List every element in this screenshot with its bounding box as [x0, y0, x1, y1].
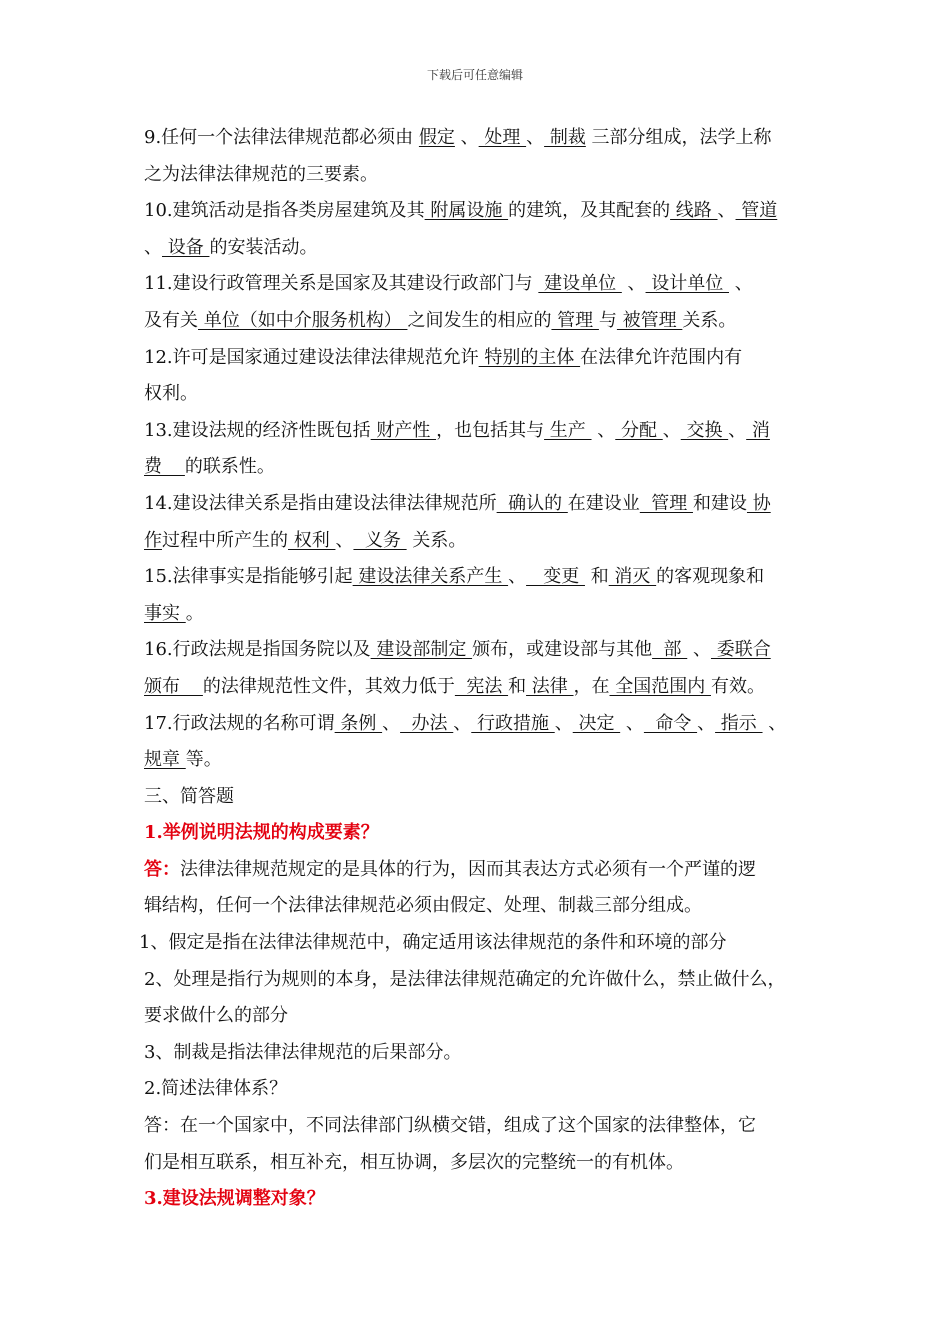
- blank-answer: 处理: [478, 127, 527, 148]
- q11-line-2: [144, 303, 810, 340]
- q10-line-2: [144, 230, 810, 267]
- blank-answer: 建设部制定: [370, 639, 473, 661]
- question-text: 等。: [185, 749, 222, 771]
- q17-line-1: [144, 706, 810, 743]
- blank-answer: 决定: [572, 712, 621, 734]
- question-1-answer-line-2: 辑结构，任何一个法律法律规范必须由假定、处理、制裁三部分组成。: [144, 895, 702, 917]
- question-text: 权利。: [144, 383, 198, 405]
- question-2-answer-line-2: 们是相互联系，相互补充，相互协调，多层次的完整统一的有机体。: [144, 1151, 684, 1173]
- question-text: 、: [453, 712, 472, 734]
- q13-line-2: [144, 449, 810, 486]
- question-2-title: 2.简述法律体系？: [144, 1078, 288, 1100]
- q14-line-1: [144, 486, 810, 523]
- question-text: 、: [717, 200, 736, 222]
- question-text: 和: [584, 566, 609, 588]
- question-text: 、: [554, 712, 573, 734]
- q12-line-1: [144, 340, 810, 377]
- q15-line-2: [144, 596, 810, 633]
- question-2-answer-line-1: 答：在一个国家中，不同法律部门纵横交错，组成了这个国家的法律整体，它: [144, 1115, 756, 1137]
- blank-answer: 权利: [288, 529, 336, 551]
- question-text: ，也包括其与: [436, 419, 545, 441]
- blank-answer: 颁布: [144, 675, 203, 697]
- question-text: 在法律允许范围内有: [580, 346, 743, 368]
- question-text: 、: [729, 273, 753, 295]
- question-text: 、: [526, 127, 545, 148]
- blank-answer: 全国范围内: [609, 675, 711, 697]
- blank-answer: 被管理: [616, 309, 683, 331]
- blank-answer: 线路: [670, 200, 718, 222]
- blank-answer: 管道: [735, 200, 778, 222]
- question-3-title: 3.建设法规调整对象？: [144, 1188, 325, 1210]
- question-text: 、: [591, 419, 616, 441]
- question-text: 、: [728, 419, 747, 441]
- blank-answer: 法律: [526, 675, 574, 697]
- blank-answer: 消: [746, 419, 770, 441]
- q13-line-1: [144, 413, 810, 450]
- question-text: 关系。: [682, 309, 737, 331]
- question-text: 和: [508, 675, 527, 697]
- fill-in-blank-section: [144, 120, 810, 779]
- question-text: 14.建设法律关系是指由建设法律法律规范所: [144, 492, 497, 514]
- blank-answer: 设计单位: [645, 273, 729, 295]
- question-text: 之间发生的相应的: [407, 309, 552, 331]
- question-text: 、: [508, 566, 527, 588]
- blank-answer: 制裁: [544, 127, 586, 148]
- blank-answer: 规章: [144, 749, 186, 771]
- question-text: 、: [335, 529, 354, 551]
- question-text: ，在: [573, 675, 610, 697]
- question-text: 和建设: [692, 492, 747, 514]
- blank-answer: 交换: [680, 419, 729, 441]
- question-1-point-3: 3、制裁是指法律法律规范的后果部分。: [144, 1041, 462, 1063]
- document-body: [139, 120, 810, 1218]
- question-text: 的联系性。: [184, 456, 275, 478]
- question-text: 的安装活动。: [209, 236, 318, 258]
- blank-answer: 设备: [162, 236, 210, 258]
- blank-answer: 生产: [544, 419, 592, 441]
- question-text: 10.建筑活动是指各类房屋建筑及其: [144, 200, 425, 222]
- question-text: 、: [697, 712, 716, 734]
- blank-answer: 确认的: [496, 492, 568, 514]
- question-text: 的客观现象和: [656, 566, 765, 588]
- blank-answer: 条例: [334, 712, 383, 734]
- question-text: 、: [762, 712, 787, 734]
- blank-answer: 附属设施: [424, 200, 509, 222]
- question-text: 、: [662, 419, 681, 441]
- question-text: 过程中所产生的: [162, 529, 288, 551]
- question-text: 的建筑，及其配套的: [508, 200, 671, 222]
- question-text: 三部分组成，法学上称: [585, 127, 772, 148]
- question-text: 15.法律事实是指能够引起: [144, 566, 353, 588]
- blank-answer: 特别的主体: [478, 346, 581, 368]
- q16-line-2: [144, 669, 810, 706]
- blank-answer: 行政措施: [471, 712, 555, 734]
- question-text: 及有关: [144, 309, 198, 331]
- question-text: 16.行政法规是指国务院以及: [144, 639, 371, 661]
- blank-answer: 协: [746, 492, 771, 514]
- blank-answer: 费: [144, 456, 185, 478]
- answer-label: 答：: [144, 858, 180, 880]
- blank-answer: 事实: [144, 602, 186, 624]
- q9-line-1: [144, 120, 810, 157]
- question-text: 关系。: [406, 529, 467, 551]
- question-1-point-2-line-2: 要求做什么的部分: [144, 1005, 288, 1027]
- q17-line-2: [144, 742, 810, 779]
- question-text: 、: [687, 639, 711, 661]
- question-text: 。: [185, 602, 204, 624]
- page-header: 下载后可任意编辑: [426, 68, 523, 82]
- blank-answer: 变更: [526, 566, 585, 588]
- blank-answer: 管理: [551, 309, 599, 331]
- question-text: 、: [144, 236, 162, 258]
- blank-answer: 作: [144, 529, 162, 551]
- question-text: 在建设业: [567, 492, 640, 514]
- blank-answer: 管理: [639, 492, 693, 514]
- question-text: 、: [454, 127, 479, 148]
- question-text: 有效。: [710, 675, 765, 697]
- question-text: 之为法律法律规范的三要素。: [144, 163, 378, 185]
- question-1-answer-line-1: [144, 852, 810, 889]
- blank-answer: 命令: [643, 712, 698, 734]
- blank-answer: 分配: [615, 419, 663, 441]
- blank-answer: 义务: [353, 529, 407, 551]
- blank-answer: 消灭: [608, 566, 657, 588]
- question-text: 与: [598, 309, 617, 331]
- q9-line-2: [144, 157, 810, 194]
- blank-answer: 办法: [400, 712, 454, 734]
- question-text: 、: [620, 712, 644, 734]
- question-text: 13.建设法规的经济性既包括: [144, 419, 371, 441]
- blank-answer: 建设单位: [538, 273, 622, 295]
- q11-line-1: [144, 266, 810, 303]
- blank-answer: 委联合: [710, 639, 771, 661]
- q12-line-2: [144, 376, 810, 413]
- blank-answer: 单位（如中介服务机构）: [198, 309, 408, 331]
- question-1-point-1: 1、假定是指在法律法律规范中，确定适用该法律规范的条件和环境的部分: [139, 932, 727, 954]
- blank-answer: 指示: [715, 712, 763, 734]
- question-text: 、: [382, 712, 401, 734]
- question-1-title: 1.举例说明法规的构成要素？: [144, 822, 379, 844]
- blank-answer: 部: [652, 639, 688, 661]
- q10-line-1: [144, 193, 810, 230]
- q16-line-1: [144, 632, 810, 669]
- question-text: 11.建设行政管理关系是国家及其建设行政部门与: [144, 273, 539, 295]
- question-text: 颁布，或建设部与其他: [472, 639, 653, 661]
- question-text: 的法律规范性文件，其效力低于: [202, 675, 455, 697]
- question-text: 、: [621, 273, 646, 295]
- q15-line-1: [144, 559, 810, 596]
- question-text: 9.任何一个法律法律规范都必须由: [144, 127, 419, 148]
- question-text: 12.许可是国家通过建设法律法律规范允许: [144, 346, 479, 368]
- question-1-point-2-line-1: 2、处理是指行为规则的本身，是法律法律规范确定的允许做什么，禁止做什么，: [144, 968, 786, 990]
- blank-answer: 建设法律关系产生: [352, 566, 509, 588]
- section-title: 三、简答题: [144, 785, 234, 807]
- blank-answer: 财产性: [370, 419, 437, 441]
- blank-answer: 假定: [418, 127, 455, 148]
- answer-text: 法律法律规范规定的是具体的行为，因而其表达方式必须有一个严谨的逻: [180, 858, 756, 880]
- q14-line-2: [144, 523, 810, 560]
- question-text: 17.行政法规的名称可谓: [144, 712, 335, 734]
- blank-answer: 宪法: [454, 675, 509, 697]
